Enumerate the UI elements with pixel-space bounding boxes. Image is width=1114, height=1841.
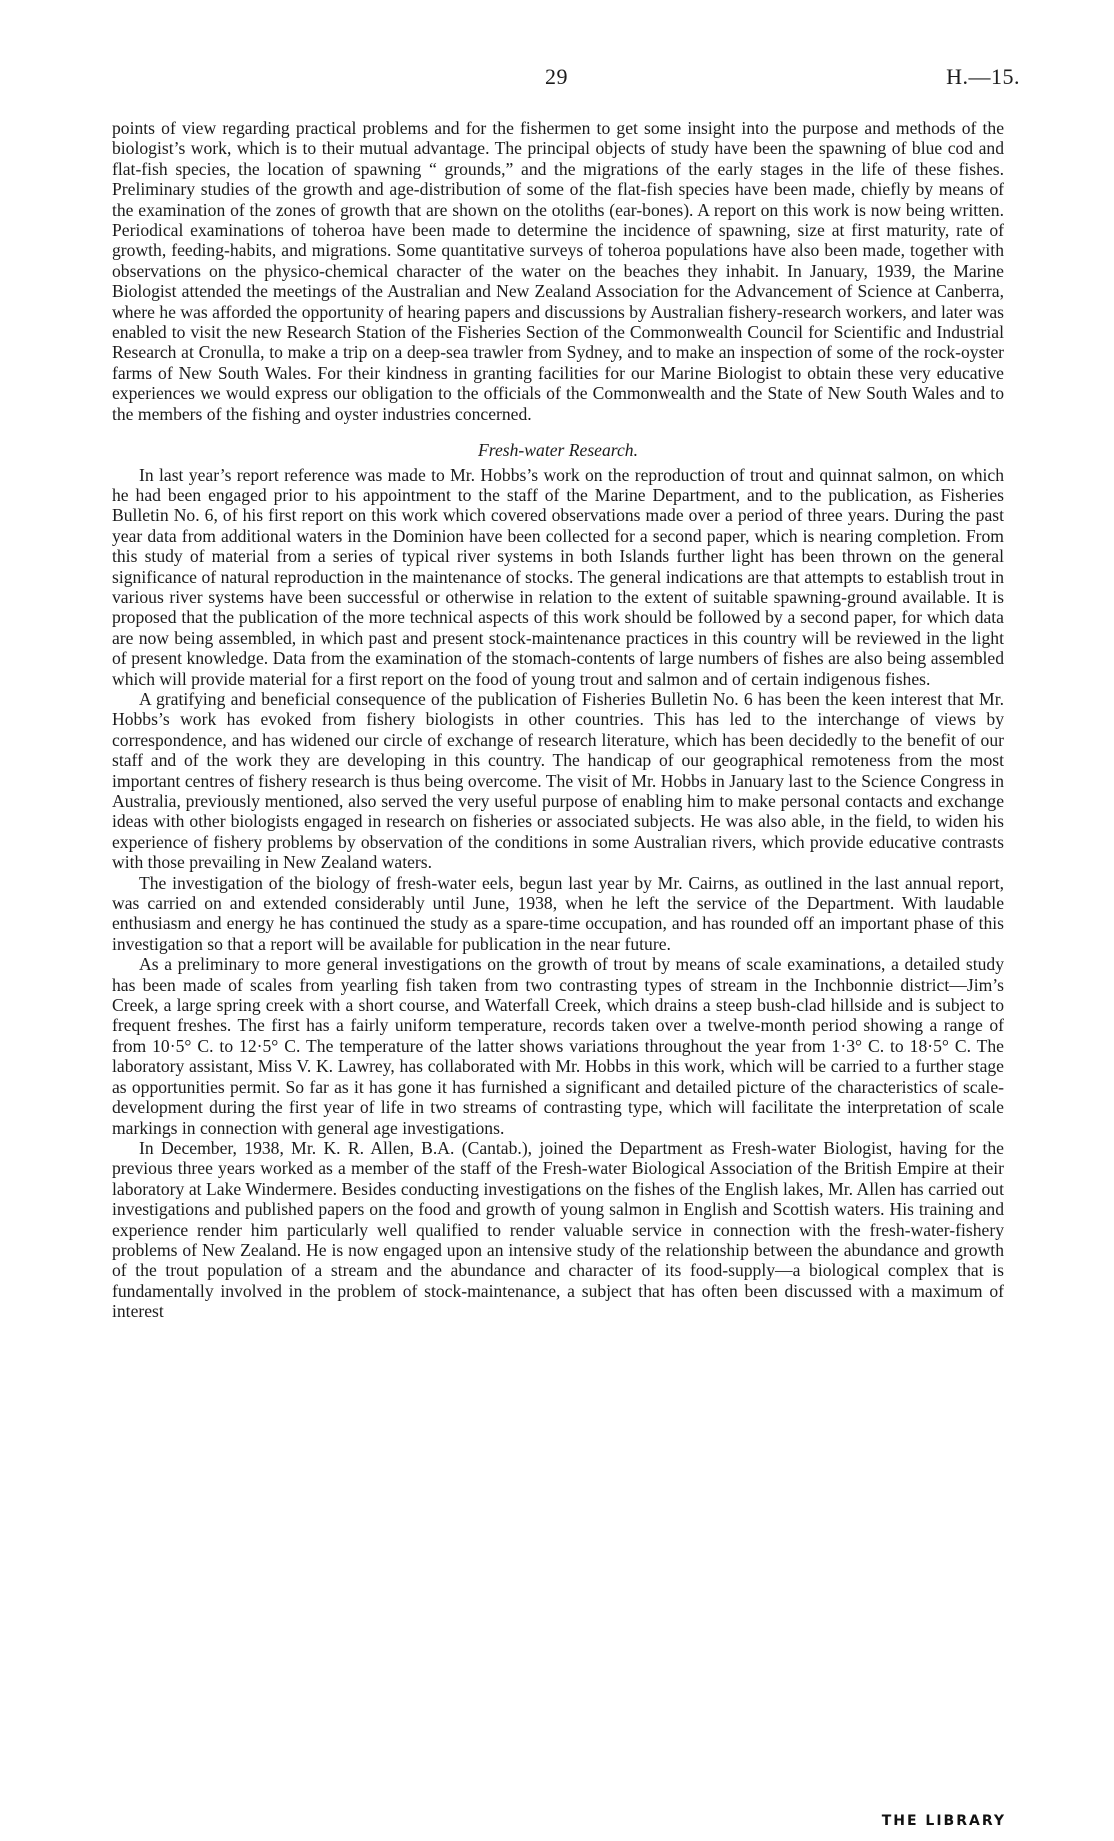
library-stamp: THE LIBRARY [881, 1813, 1006, 1829]
page-number: 29 [545, 64, 568, 89]
document-reference: H.—15. [946, 64, 1020, 89]
paragraph-bulletin-consequence: A gratifying and beneficial consequence of the publication of Fisheries Bulletin No. 6 has been the keen interest that Mr. Hobbs’s work has evoked from fishery biologists in other countries. This has led to the interchange of views by correspondence, and has widened our circle of exchange of research literature, which has been decidedly to the benefit of our staff and of the work they are developing in this country. The handicap of our geographical remoteness from the most important centres of fishery research is thus being overcome. The visit of Mr. Hobbs in January last to the Science Congress in Australia, previously mentioned, also served the very useful purpose of enabling him to make personal contacts and exchange ideas with other biologists engaged in research on fisheries or associated subjects. He was also able, in the field, to widen his experience of fishery problems by observation of the conditions in some Australian rivers, which provide educative contrasts with those prevailing in New Zealand waters. [112, 688, 1004, 873]
section-heading-fresh-water-research: Fresh-water Research. [478, 440, 638, 461]
paragraph-eels-investigation: The investigation of the biology of fresh-water eels, begun last year by Mr. Cairns, as outlined in the last annual report, was carried on and extended considerably until June, 1938, when he left the service of the Department. With laudable enthusiasm and energy he has continued the study as a spare-time occupation, and has rounded off an important phase of this investigation so that a report will be available for publication in the near future. [112, 872, 1004, 954]
paragraph-continued: points of view regarding practical problems and for the fishermen to get some insight into the purpose and methods of the biologist’s work, which is to their mutual advantage. The principal objects of study have been the spawning of blue cod and flat-fish species, the location of spawning “ grounds,” and the migrations of the early stages in the life of these fishes. Preliminary studies of the growth and age-distribution of some of the flat-fish species have been made, chiefly by means of the examination of the zones of growth that are shown on the otoliths (ear-bones). A report on this work is now being written. Periodical examinations of toheroa have been made to determine the incidence of spawning, size at first maturity, rate of growth, feeding-habits, and migrations. Some quantitative surveys of toheroa populations have also been made, together with observations on the physico-chemical character of the water on the beaches they inhabit. In January, 1939, the Marine Biologist attended the meetings of the Australian and New Zealand Association for the Advancement of Science at Canberra, where he was afforded the opportunity of hearing papers and discussions by Australian fishery-research workers, and later was enabled to visit the new Research Station of the Fisheries Section of the Commonwealth Council for Scientific and Industrial Research at Cronulla, to make a trip on a deep-sea trawler from Sydney, and to make an inspection of some of the rock-oyster farms of New South Wales. For their kindness in granting facilities for our Marine Biologist to obtain these very educative experiences we would express our obligation to the officials of the Commonwealth and the State of New South Wales and to the members of the fishing and oyster industries concerned. [112, 118, 1004, 424]
paragraph-hobbs-reproduction: In last year’s report reference was made to Mr. Hobbs’s work on the reproduction of trout and quinnat salmon, on which he had been engaged prior to his appointment to the staff of the Marine Department, and to the publication, as Fisheries Bulletin No. 6, of his first report on this work which covered observations made over a period of three years. During the past year data from additional waters in the Dominion have been collected for a second paper, which is nearing completion. From this study of material from a series of typical river systems in both Islands further light has been thrown on the general significance of natural reproduction in the maintenance of stocks. The general indications are that attempts to establish trout in various river systems have been successful or otherwise in relation to the extent of suitable spawning-ground available. It is proposed that the publication of the more technical aspects of this work should be followed by a second paper, for which data are now being assembled, in which past and present stock-maintenance practices in this country will be reviewed in the light of present knowledge. Data from the examination of the stomach-contents of large numbers of fishes are also being assembled which will provide material for a first report on the food of young trout and salmon and of certain indigenous fishes. [112, 464, 1004, 689]
paragraph-scale-study: As a preliminary to more general investigations on the growth of trout by means of scale examinations, a detailed study has been made of scales from yearling fish taken from two contrasting types of stream in the Inchbonnie district—Jim’s Creek, a large spring creek with a short course, and Waterfall Creek, which drains a steep bush-clad hillside and is subject to frequent freshes. The first has a fairly uniform temperature, records taken over a twelve-month period showing a range of from 10·5° C. to 12·5° C. The temperature of the latter shows variations throughout the year from 1·3° C. to 18·5° C. The laboratory assistant, Miss V. K. Lawrey, has collaborated with Mr. Hobbs in this work, which will be carried to a further stage as opportunities permit. So far as it has gone it has furnished a significant and detailed picture of the characteristics of scale-development during the first year of life in two streams of contrasting type, which will facilitate the interpretation of scale markings in connection with general age investigations. [112, 954, 1004, 1138]
paragraph-allen-appointment: In December, 1938, Mr. K. R. Allen, B.A. (Cantab.), joined the Department as Fresh-water Biologist, having for the previous three years worked as a member of the staff of the Fresh-water Biological Association of the British Empire at their laboratory at Lake Windermere. Besides conducting investigations on the fishes of the English lakes, Mr. Allen has carried out investigations and published papers on the food and growth of young salmon in English and Scottish waters. His training and experience render him particularly well qualified to render valuable service in connection with the fresh-water-fishery problems of New Zealand. He is now engaged upon an intensive study of the relationship between the abundance and growth of the trout population of a stream and the abundance and character of its food-supply—a biological complex that is fundamentally involved in the problem of stock-maintenance, a subject that has often been discussed with a maximum of interest [112, 1137, 1004, 1322]
document-body [112, 118, 1004, 1322]
